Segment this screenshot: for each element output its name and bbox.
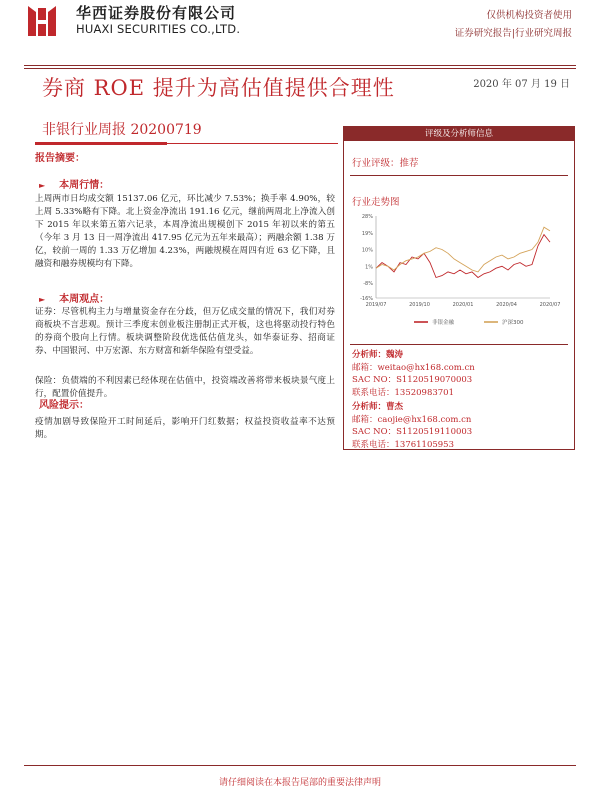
y-tick-label: -8% — [363, 281, 373, 288]
rating-divider — [350, 175, 568, 176]
company-name-cn: 华西证券股份有限公司 — [76, 4, 237, 22]
report-title: 券商 ROE 提升为高估值提供合理性 — [42, 76, 395, 100]
y-tick-label: 28% — [361, 214, 373, 220]
series-line — [376, 235, 550, 278]
subtitle-underline — [35, 142, 167, 145]
report-date: 2020 年 07 月 19 日 — [473, 79, 570, 90]
section-heading-market — [39, 178, 109, 193]
x-tick-label: 2020/04 — [496, 302, 517, 308]
analyst-email[interactable]: 邮箱：weitao@hx168.com.cn — [352, 362, 475, 373]
report-subtitle: 非银行业周报 20200719 — [42, 122, 202, 138]
trend-chart-title: 行业走势图 — [352, 197, 400, 208]
analyst-name: 分析师：魏涛 — [352, 350, 404, 360]
triangle-bullet-icon: ► — [39, 180, 46, 190]
analyst-card — [352, 401, 472, 451]
legend-label: 非银金融 — [432, 320, 455, 326]
x-tick-label: 2020/01 — [452, 302, 474, 308]
x-tick-label: 2019/10 — [409, 302, 430, 308]
x-tick-label: 2019/07 — [365, 302, 387, 308]
analyst-phone: 联系电话：13761105953 — [352, 439, 454, 450]
analyst-name: 分析师：曹杰 — [352, 402, 404, 412]
y-tick-label: 10% — [361, 247, 373, 254]
analyst-card — [352, 349, 475, 399]
analyst-sac: SAC NO：S1120519070003 — [352, 375, 473, 386]
header-divider — [24, 65, 576, 66]
y-tick-label: 19% — [361, 230, 373, 237]
legend-label: 沪深300 — [502, 320, 524, 326]
risk-heading: 风险提示： — [39, 400, 89, 411]
report-category: 证券研究报告|行业研究周报 — [454, 28, 572, 39]
panel-header: 评级及分析师信息 — [344, 127, 574, 141]
section-heading-market-label: 本周行情： — [59, 180, 110, 191]
company-name-en: HUAXI SECURITIES CO.,LTD. — [76, 22, 241, 36]
analyst-phone: 联系电话：13520983701 — [352, 387, 454, 398]
analyst-divider — [350, 344, 568, 345]
huaxi-logo-icon — [24, 4, 64, 38]
securities-paragraph: 证券：尽管机构主力与增量资金存在分歧，但万亿成交量的情况下，我们对券商板块不言悲观。预计三季度末创业板注册制正式开板，这也将驱动投行特色的券商个股向上行情。板块调整阶段优选低估值龙头，如华泰证券、招商证券、中国银河、中万宏源、东方财富和新华保险有望受益。 — [35, 307, 335, 356]
header-divider-2 — [24, 68, 576, 69]
rating-analyst-panel — [343, 126, 575, 450]
section-heading-views — [39, 292, 109, 307]
insurance-paragraph: 保险：负债端的不利因素已经体现在估值中，投资端改善将带来板块景气度上行，配置价值提升。 — [35, 376, 335, 399]
legal-notice: 请仔细阅读在本报告尾部的重要法律声明 — [218, 778, 381, 788]
triangle-bullet-icon: ► — [39, 294, 46, 304]
market-paragraph: 上周两市日均成交额 15137.06 亿元，环比减少 7.53%；换手率 4.90%，较上周 5.33%略有下降。北上资金净流出 191.16 亿元，继前两周北上净流入创下 2015 年以来第五第六记录，本周净流出规模创下 2015 年初以来的第五（今年 3 月 13 日一周净流出 417.95 亿元为五年来最高）；两融余额 1.38 万亿，较前一周的 1.33 万亿增加 4.23%，两融规模在周四有近 63 亿下降，且融资和融券规模均有下降。 — [35, 194, 335, 269]
industry-rating: 行业评级：推荐 — [352, 158, 419, 169]
y-tick-label: -16% — [360, 296, 373, 302]
footer-divider — [24, 765, 576, 766]
x-tick-label: 2020/07 — [539, 302, 561, 308]
risk-paragraph: 疫情加剧导致保险开工时间延后，影响开门红数据；权益投资收益率不达预期。 — [35, 417, 335, 440]
section-heading-views-label: 本周观点： — [59, 294, 110, 305]
y-tick-label: 1% — [365, 264, 373, 271]
industry-trend-chart — [344, 210, 574, 335]
analyst-sac: SAC NO：S1120519110003 — [352, 427, 473, 438]
subtitle-rule — [167, 143, 338, 144]
summary-heading: 报告摘要： — [35, 153, 85, 164]
analyst-email[interactable]: 邮箱：caojie@hx168.com.cn — [352, 414, 472, 425]
usage-note: 仅供机构投资者使用 — [486, 10, 572, 21]
